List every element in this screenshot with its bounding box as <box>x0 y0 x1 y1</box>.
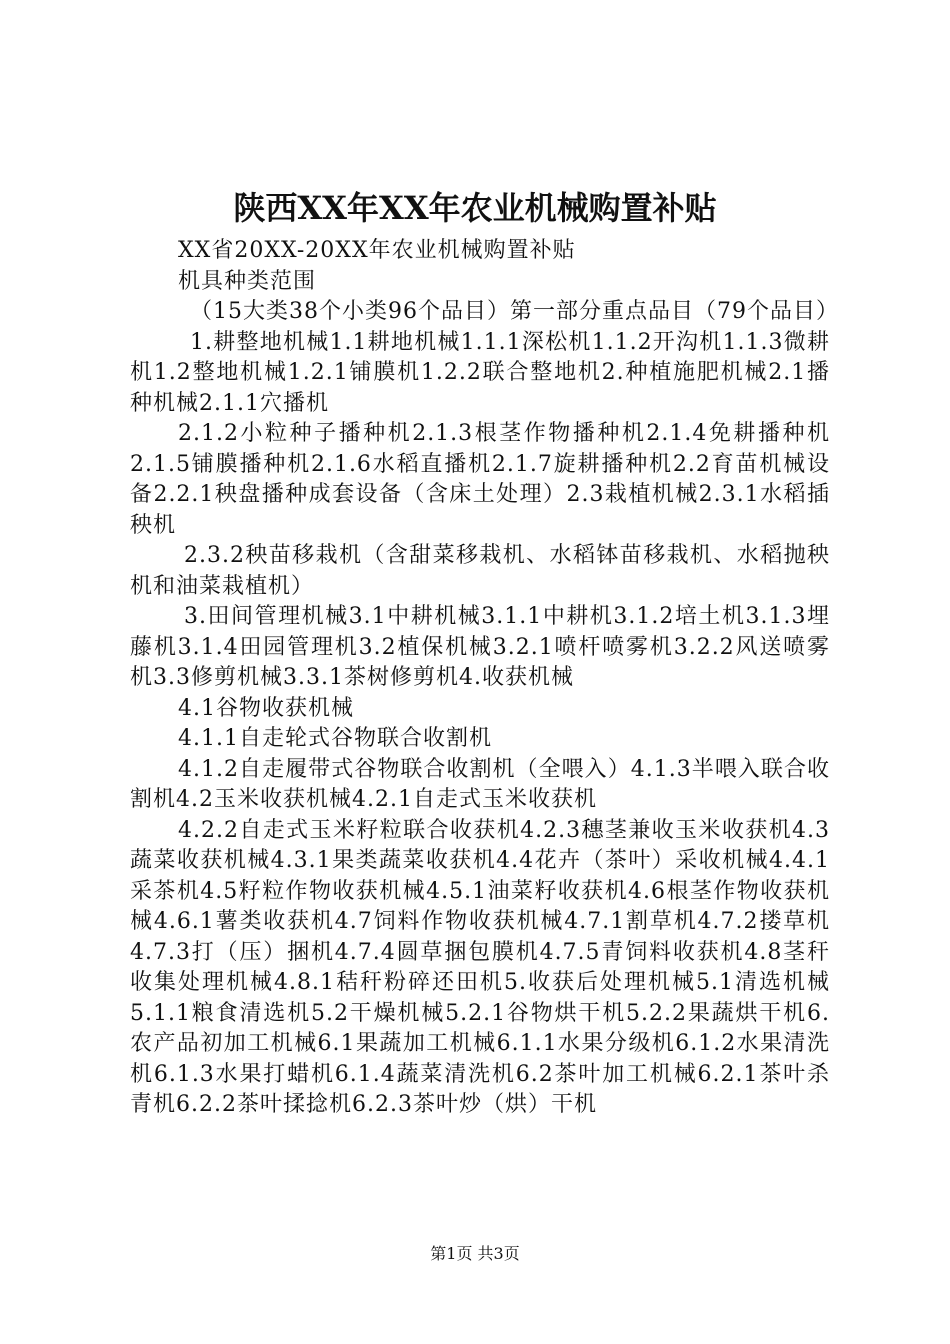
document-title: 陕西XX年XX年农业机械购置补贴 <box>233 189 717 227</box>
page-footer: 第1页 共3页 <box>430 1244 520 1263</box>
paragraph-field-management-machinery: 3.田间管理机械3.1中耕机械3.1.1中耕机3.1.2培土机3.1.3埋藤机3.1.4田园管理机3.2植保机械3.2.1喷杆喷雾机3.2.2风送喷雾机3.3修剪机械3.3.1茶树修剪机4.收获机械 <box>130 604 830 690</box>
paragraph-seeding-machinery: 2.1.2小粒种子播种机2.1.3根茎作物播种机2.1.4免耕播种机2.1.5铺膜播种机2.1.6水稻直播机2.1.7旋耕播种机2.2育苗机械设备2.2.1秧盘播种成套设备（含床土处理）2.3栽植机械2.3.1水稻插秧机 <box>130 421 830 538</box>
document-body <box>130 236 839 1121</box>
paragraph-scope-heading: 机具种类范围 <box>178 268 317 294</box>
paragraph-corn-and-processing-machinery: 4.2.2自走式玉米籽粒联合收获机4.2.3穗茎兼收玉米收获机4.3蔬菜收获机械4.3.1果类蔬菜收获机4.4花卉（茶叶）采收机械4.4.1采茶机4.5籽粒作物收获机械4.5.1油菜籽收获机4.6根茎作物收获机械4.6.1薯类收获机4.7饲料作物收获机械4.7.1割草机4.7.2搂草机4.7.3打（压）捆机4.7.4圆草捆包膜机4.7.5青饲料收获机4.8茎秆收集处理机械4.8.1秸秆粉碎还田机5.收获后处理机械5.1清选机械5.1.1粮食清选机5.2干燥机械5.2.1谷物烘干机5.2.2果蔬烘干机6.农产品初加工机械6.1果蔬加工机械6.1.1水果分级机6.1.2水果清洗机6.1.3水果打蜡机6.1.4蔬菜清洗机6.2茶叶加工机械6.2.1茶叶杀青机6.2.2茶叶揉捻机6.2.3茶叶炒（烘）干机 <box>130 817 830 1117</box>
paragraph-subtitle: XX省20XX-20XX年农业机械购置补贴 <box>178 238 576 263</box>
paragraph-wheeled-harvester: 4.1.1自走轮式谷物联合收割机 <box>178 726 492 751</box>
paragraph-tillage-machinery: 1.耕整地机械1.1耕地机械1.1.1深松机1.1.2开沟机1.1.3微耕机1.2整地机械1.2.1铺膜机1.2.2联合整地机2.种植施肥机械2.1播种机械2.1.1穴播机 <box>130 329 830 416</box>
paragraph-transplanting-machinery: 2.3.2秧苗移栽机（含甜菜移栽机、水稻钵苗移栽机、水稻抛秧机和油菜栽植机） <box>130 543 830 599</box>
paragraph-category-summary: （15大类38个小类96个品目）第一部分重点品目（79个品目） <box>190 299 839 324</box>
paragraph-grain-harvesting: 4.1谷物收获机械 <box>178 695 354 721</box>
paragraph-tracked-harvester: 4.1.2自走履带式谷物联合收割机（全喂入）4.1.3半喂入联合收割机4.2玉米收获机械4.2.1自走式玉米收获机 <box>130 756 830 812</box>
